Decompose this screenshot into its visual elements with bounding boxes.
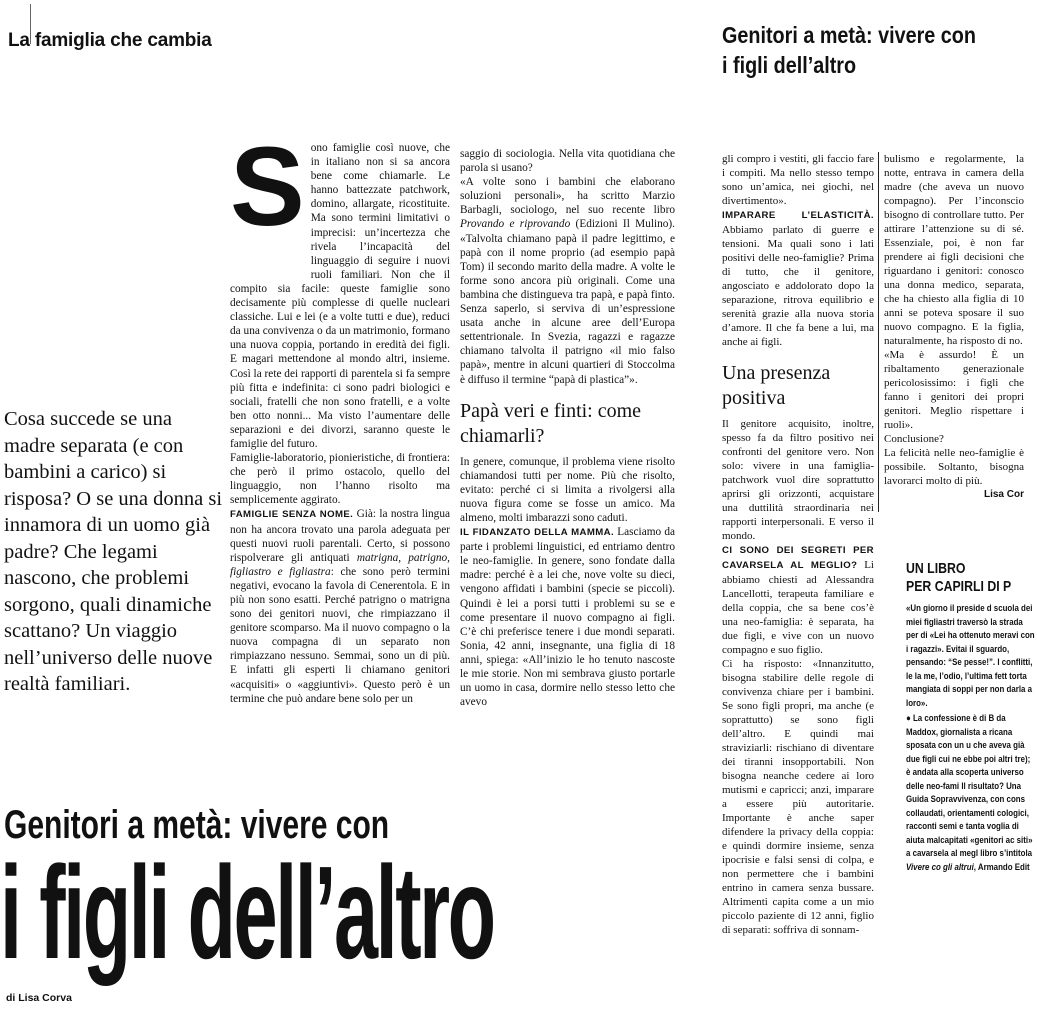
headline-main: i figli dell’altro: [0, 839, 494, 986]
article-column-3: [722, 152, 874, 982]
paragraph: gli compro i vestiti, gli faccio fare i compiti. Ma nello stesso tempo sono un’amica, nei giochi, nel divertimento».: [722, 153, 874, 207]
paragraph: IMPARARE L’ELASTICITÀ. Abbiamo parlato di guerre e tensioni. Ma quali sono i lati positivi delle neo-famiglie? Prima di tutto, che il genitore, angosciato e addolorato dopo la separazione, ritrova equilibrio e serenità grazie alla nuova storia d’amore. Il che fa bene a lui, ma anche ai figli.: [722, 210, 874, 348]
subheading: Papà veri e finti: come chiamarli?: [460, 399, 642, 447]
paragraph: bulismo e regolarmente, la notte, entrava in camera della madre (che aveva un nuovo compagno). Per l’inconscio bisogno di controllare tutto. Per attirare l’attenzione su di sé. Essenziale, poi, è non far prendere ai figli decisioni che riguardano i genitori: conosco una donna medico, separata, che ha chiesto alla figlia di 10 anni se poteva sposare il suo nuovo compagno. E la figlia, naturalmente, ha risposto di no.: [884, 153, 1024, 347]
byline: di Lisa Corva: [6, 992, 72, 1004]
author-signature: Lisa Cor: [983, 489, 1024, 500]
paragraph: In genere, comunque, il problema viene risolto chiamandosi tutti per nome. Più che risolto, evitato: perché ci si limita a rivolgersi alla nuova figura come se fosse un amico. Ma almeno, molti imbarazzi sono caduti.: [460, 455, 675, 524]
article-column-1: [230, 124, 450, 705]
paragraph: ● La confessione è di B da Maddox, giornalista a ricana sposata con un u che aveva già due figli cui ne ebbe poi altri tre); è andata alla scoperta universo delle neo-fami Il risultato? Una Guida Sopravvivenza, con cons collaudati, orientamenti cologici, racconti semi e tanta voglia di aiuta malcapitati «genitori ac siti» a cavarsela al megl libro s’intitola Vivere co gli altrui, Armando Edit: [906, 713, 1033, 872]
subheading: Una presenza positiva: [722, 362, 831, 409]
section-label: La famiglia che cambia: [8, 30, 212, 51]
paragraph: «Un giorno il preside d scuola dei miei figliastri traversò la strada per di «Lei ha ottenuto meravi con i ragazzi». Evitai il sguardo, pensando: “Se pesse!”. I conflitti, le la me, l’odio, l’ultima fett torta mangiata di soppi per non darla a loro».: [906, 603, 1035, 708]
book-sidebar-box: [906, 560, 1035, 980]
paragraph: FAMIGLIE SENZA NOME. Già: la nostra lingua non ha ancora trovato una parola adeguata per questi nuovi ruoli parentali. Certo, si possono rispolverare gli antiquati matrigna, patrigno, figliastro e figliastra: che sono però termini negativi, evocano la favola di Cenerentola. E in più non sono esatti. Perché patrigno o matrigna sono dei genitori nuovi, che rimpiazzano il genitore scomparso. Ma il nuovo compagno o la nuova compagna di un separato non rimpiazzano nessuno. Semmai, sono un di più. E infatti gli esperti li chiamano genitori «acquisiti» o «aggiuntivi». Questo però è un termine che può andare bene solo per un: [230, 508, 450, 705]
right-page-headline: Genitori a metà: vivere con i figli dell’altro: [722, 22, 976, 78]
drop-cap: S: [230, 124, 305, 249]
paragraph: Conclusione?: [884, 433, 944, 445]
run-in-head: IL FIDANZATO DELLA MAMMA.: [460, 527, 615, 539]
paragraph: IL FIDANZATO DELLA MAMMA. Lasciamo da parte i problemi linguistici, ed entriamo dentro le neo-famiglie. In genere, sono fondate dalla madre: perché è a lei che, nove volte su dieci, vengono affidati i bambini (specie se piccoli). Quindi è lei a porsi tutti i problemi su se e come presentare il nuovo compagno ai figli. C’è chi preferisce tenere i due mondi separati. Sonia, 42 anni, insegnante, una figlia di 18 anni, spiega: «All’inizio le ho tenuto nascoste le mie storie. Non mi sembrava giusto portarle un uomo in casa, dormire nello stesso letto che avevo: [460, 526, 675, 709]
run-in-head: FAMIGLIE SENZA NOME.: [230, 509, 354, 521]
run-in-head: CI SONO DEI SEGRETI PER CAVARSELA AL MEGLIO?: [722, 545, 874, 571]
paragraph: CI SONO DEI SEGRETI PER CAVARSELA AL MEGLIO? Li abbiamo chiesti ad Alessandra Lancellotti, terapeuta familiare e della coppia, che sa bene cos’è una neo-famiglia: è separata, ha due figli, e vive con un nuovo compagno e suo figlio.: [722, 545, 874, 656]
paragraph: ono famiglie così nuove, che in italiano non si sa ancora bene come chiamarle. Le hanno battezzate patchwork, domino, allargate, ricostituite. Ma sono termini limitativi o imprecisi: un’incertezza che rivela l’incapacità del linguaggio di seguire i nuovi ruoli familiari. Non che il compito sia facile: queste famiglie sono decisamente più complesse di quelle nucleari classiche. Lui e lei (e a volte tutti e due), reduci da una convivenza o da un matrimonio, formano una nuova coppia, portando in eredità dei figli. E magari mettendone al mondo altri, insieme. Così la rete dei rapporti di parentela si fa sempre più fitta e indefinita: ci sono padri biologici e sociali, fratelli che non sono fratelli, e a volte ben otto nonni... Ma visto l’aumentare delle separazioni e dei divorzi, saranno queste le famiglie del futuro.: [230, 142, 450, 450]
standfirst: Cosa succede se una madre separata (e con bambini a carico) si risposa? O se una donna si innamora di un uomo già padre? Che legami nascono, che problemi sorgono, quali dinamiche scattano? Un viaggio nell’universo delle nuove realtà familiari.: [4, 408, 223, 695]
paragraph: La felicità nelle neo-famiglie è possibile. Soltanto, bisogna lavorarci molto di più.: [884, 447, 1024, 487]
sidebar-text: [906, 602, 1035, 874]
paragraph: Ci ha risposto: «Innanzitutto, bisogna stabilire delle regole di convivenza chiare per i bambini. Se sono figli propri, ma anche (e soprattutto) se sono figli dell’altro. E quindi mai straviziarli: rischiano di diventare dei tiranni insopportabili. Non bisogna neanche cedere ai loro mutismi e capricci; anzi, imparare a essere più autoritarie. Importante è anche saper difendere la privacy della coppia: e quindi dormire insieme, senza ipocrisie e falsi sensi di colpa, e non permettere che i bambini entrino in camera senza bussare. Altrimenti capita come a un mio piccolo paziente di 12 anni, figlio di separati: soffriva di sonnam-: [722, 658, 874, 936]
paragraph: «A volte sono i bambini che elaborano soluzioni personali», ha scritto Marzio Barbagli, sociologo, nel suo recente libro Provando e riprovando (Edizioni Il Mulino). «Talvolta chiamano papà il padre legittimo, e papà con il nome proprio (ad esempio papà Tom) il secondo marito della madre. A volte le forme sono ancora più originali. Come una bambina che distingueva tra papà, e papà finto. Senza saperlo, si serviva di un’espressione usata anche in alcune aree dell’Europa settentrionale. In Svezia, ragazzi e ragazze chiamano talvolta il patrigno «il mio falso papà», mentre in alcuni quartieri di Stoccolma è diffuso il termine “papà di plastica”».: [460, 176, 676, 386]
paragraph: Il genitore acquisito, inoltre, spesso fa da filtro positivo nei confronti del genitore vero. Non solo: vivere in una famiglia-patchwork vuol dire soprattutto aprirsi gli orizzonti, acquistare una duttilità straordinaria nei rapporti interpersonali. E verso il mondo.: [722, 418, 874, 542]
headline-kicker: Genitori a metà: vivere con: [4, 803, 390, 847]
paragraph: saggio di sociologia. Nella vita quotidiana che parola si usano?: [460, 148, 675, 175]
paragraph: «Ma è assurdo! È un ribaltamento generazionale pericolosissimo: i figli che fanno i genitori dei propri genitori. Meglio rispettare i ruoli».: [884, 349, 1024, 431]
sidebar-title: UN LIBRO PER CAPIRLI DI P: [906, 560, 1012, 595]
run-in-head: IMPARARE L’ELASTICITÀ.: [722, 210, 874, 221]
article-column-4: [884, 152, 1024, 522]
column-divider: [878, 152, 879, 512]
article-column-2: [460, 147, 676, 709]
paragraph: Famiglie-laboratorio, pionieristiche, di frontiera: che però il primo ostacolo, quello del linguaggio, non l’hanno risolto ma semplicemente aggirato.: [230, 452, 450, 507]
